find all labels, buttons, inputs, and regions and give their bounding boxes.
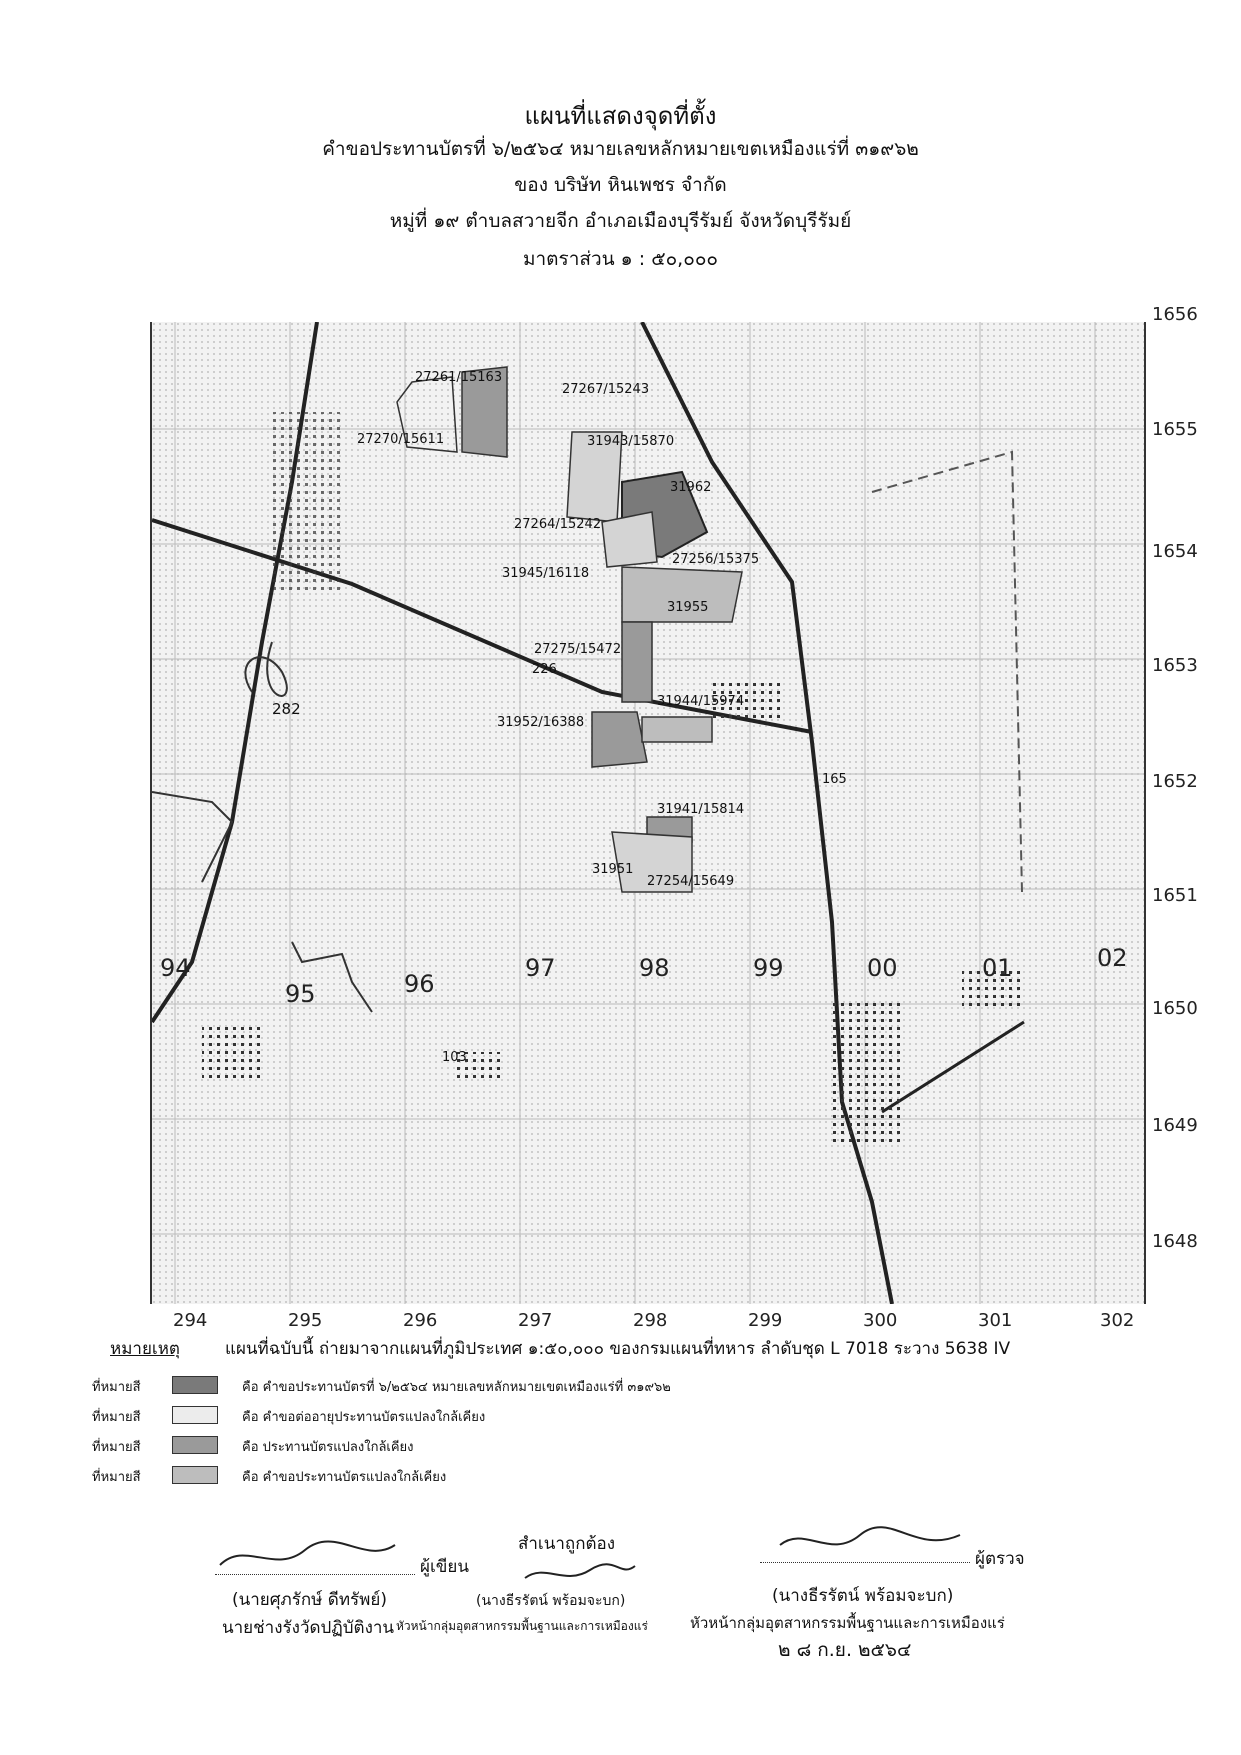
northing-label: 1650 (1152, 998, 1198, 1019)
legend-row-desc: คือ คำขอต่ออายุประทานบัตรแปลงใกล้เคียง (242, 1410, 486, 1425)
checker-role: ผู้ตรวจ (975, 1549, 1025, 1569)
certifier-signature (520, 1558, 640, 1588)
northing-label: 1655 (1152, 419, 1198, 440)
grid-label: 98 (639, 954, 670, 982)
certified-copy-label: สำเนาถูกต้อง (518, 1534, 616, 1554)
easting-label: 294 (173, 1310, 208, 1331)
location-line: หมู่ที่ ๑๙ ตำบลสวายจีก อำเภอเมืองบุรีรัมย์ จังหวัดบุรีรัมย์ (389, 210, 852, 232)
elevation-label: 103 (442, 1050, 467, 1065)
writer-role: ผู้เขียน (420, 1557, 469, 1577)
grid-label: 02 (1097, 944, 1128, 972)
easting-label: 297 (518, 1310, 553, 1331)
parcel-label: 31952/16388 (497, 715, 585, 730)
writer-signature-line (215, 1574, 415, 1575)
grid-label: 99 (753, 954, 784, 982)
elevation-label: 282 (272, 700, 301, 718)
checker-signature (775, 1520, 965, 1565)
legend-row-label: ที่หมายสี (92, 1470, 141, 1485)
village-southwest (202, 1022, 262, 1082)
easting-label: 299 (748, 1310, 783, 1331)
grid-label: 95 (285, 980, 316, 1008)
parcel-label: 27264/15242 (514, 517, 602, 532)
parcel-label: 31951 (592, 862, 634, 877)
writer-title: นายช่างรังวัดปฏิบัติงาน (222, 1618, 395, 1638)
easting-label: 300 (863, 1310, 898, 1331)
parcel-label: 31945/16118 (502, 566, 590, 581)
easting-label: 296 (403, 1310, 438, 1331)
legend-title: หมายเหตุ (110, 1339, 180, 1359)
parcel-31944-shape (642, 717, 712, 742)
grid-label: 96 (404, 970, 435, 998)
parcel-27275-shape (622, 622, 652, 702)
easting-label: 295 (288, 1310, 323, 1331)
legend-row-label: ที่หมายสี (92, 1410, 141, 1425)
grid-label: 94 (160, 954, 191, 982)
legend-swatch (172, 1406, 218, 1424)
northing-label: 1652 (1152, 771, 1198, 792)
northing-label: 1656 (1152, 304, 1198, 325)
village-west (272, 412, 342, 592)
northing-label: 1653 (1152, 655, 1198, 676)
legend-row-desc: คือ ประทานบัตรแปลงใกล้เคียง (242, 1440, 414, 1455)
scale-line: มาตราส่วน ๑ : ๕๐,๐๐๐ (522, 248, 719, 270)
grid-label: 97 (525, 954, 556, 982)
legend-swatch (172, 1376, 218, 1394)
elevation-label: 226 (532, 662, 557, 677)
parcel-label: 31941/15814 (657, 802, 745, 817)
parcel-label: 27267/15243 (562, 382, 650, 397)
easting-label: 301 (978, 1310, 1013, 1331)
legend-swatch (172, 1436, 218, 1454)
elevation-label: 165 (822, 772, 847, 787)
parcel-label: 27270/15611 (357, 432, 445, 447)
parcel-label: 31944/15974 (657, 694, 745, 709)
village-town (832, 1002, 902, 1142)
easting-label: 298 (633, 1310, 668, 1331)
northing-label: 1649 (1152, 1115, 1198, 1136)
legend-row-desc: คือ คำขอประทานบัตรแปลงใกล้เคียง (242, 1470, 447, 1485)
parcel-label: 27256/15375 (672, 552, 760, 567)
parcel-label: 27275/15472 (534, 642, 622, 657)
easting-label: 302 (1100, 1310, 1135, 1331)
northing-label: 1651 (1152, 885, 1198, 906)
checker-title: หัวหน้ากลุ่มอุตสาหกรรมพื้นฐานและการเหมืองแร่ (690, 1614, 1005, 1632)
parcel-31952-shape (592, 712, 647, 767)
checker-name: (นางธีรรัตน์ พร้อมจะบก) (772, 1586, 954, 1606)
topographic-map (150, 322, 1146, 1304)
legend-swatch (172, 1466, 218, 1484)
application-line: คำขอประทานบัตรที่ ๖/๒๕๖๔ หมายเลขหลักหมายเขตเหมืองแร่ที่ ๓๑๙๖๒ (322, 138, 919, 160)
grid-label: 01 (982, 954, 1013, 982)
map-drawing (152, 322, 1144, 1304)
legend-row-desc: คือ คำขอประทานบัตรที่ ๖/๒๕๖๔ หมายเลขหลักหมายเขตเหมืองแร่ที่ ๓๑๙๖๒ (242, 1380, 671, 1395)
certifier-title: หัวหน้ากลุ่มอุตสาหกรรมพื้นฐานและการเหมืองแร่ (396, 1619, 648, 1633)
certifier-name: (นางธีรรัตน์ พร้อมจะบก) (476, 1593, 626, 1609)
parcel-label: 31955 (667, 600, 709, 615)
checker-signature-line (760, 1562, 970, 1563)
source-note: แผนที่ฉบับนี้ ถ่ายมาจากแผนที่ภูมิประเทศ ๑:๕๐,๐๐๐ ของกรมแผนที่ทหาร ลำดับชุด L 7018 ระวาง 5638 IV (225, 1339, 1011, 1359)
parcel-label: 27254/15649 (647, 874, 735, 889)
map-title: แผนที่แสดงจุดที่ตั้ง (524, 102, 717, 130)
company-line: ของ บริษัท หินเพชร จำกัด (514, 174, 727, 196)
parcel-27264-shape (602, 512, 657, 567)
northing-label: 1654 (1152, 541, 1198, 562)
legend-row-label: ที่หมายสี (92, 1440, 141, 1455)
northing-label: 1648 (1152, 1231, 1198, 1252)
parcel-label: 31943/15870 (587, 434, 675, 449)
legend-row-label: ที่หมายสี (92, 1380, 141, 1395)
grid-label: 00 (867, 954, 898, 982)
parcel-label: 27261/15163 (415, 370, 503, 385)
writer-name: (นายศุภรักษ์ ดีทรัพย์) (232, 1590, 387, 1610)
parcel-label: 31962 (670, 480, 712, 495)
date-stamp: ๒ ๘ ก.ย. ๒๕๖๔ (778, 1639, 912, 1661)
